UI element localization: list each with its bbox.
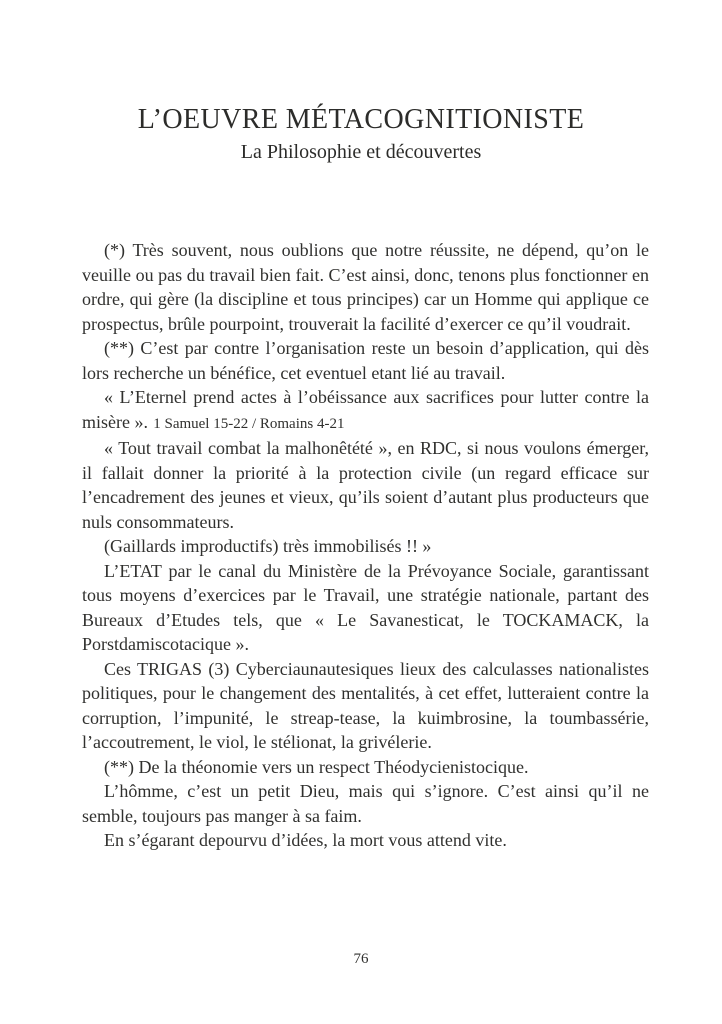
paragraph-6: L’ETAT par le canal du Ministère de la Prévoyance Sociale, garantissant tous moyens d’exercices par le Travail, une stratégie nationale, partant des Bureaux d’Etudes tels, que « Le Savanesticat, le TOCKAMACK, la Porstdamiscotacique ».	[82, 560, 649, 654]
page-header	[0, 104, 722, 164]
page-subtitle: La Philosophie et découvertes	[240, 141, 482, 163]
paragraph-10: En s’égarant depourvu d’idées, la mort vous attend vite.	[104, 830, 507, 850]
paragraph-3	[82, 385, 649, 436]
bible-reference: 1 Samuel 15-22 / Romains 4-21	[153, 415, 345, 432]
paragraph-7: Ces TRIGAS (3) Cyberciaunautesiques lieux des calculasses nationalistes politiques, pour le changement des mentalités, à cet effet, lutteraient contre la corruption, l’impunité, le streap-tease, la kuimbrosine, la toumbassérie, l’accoutrement, le viol, le stélionat, la grivélerie.	[82, 658, 649, 752]
paragraph-5: (Gaillards improductifs) très immobilisés !! »	[104, 536, 432, 556]
paragraph-1: (*) Très souvent, nous oublions que notre réussite, ne dépend, qu’on le veuille ou pas du travail bien fait. C’est ainsi, donc, tenons plus fonctionner en ordre, qui gère (la discipline et tous principes) car un Homme qui applique ce prospectus, brûle pourpoint, trouverait la facilité d’exercer ce qu’il voudrait.	[82, 240, 649, 334]
page-title: L’OEUVRE MÉTACOGNITIONISTE	[137, 104, 585, 135]
paragraph-4: « Tout travail combat la malhonêtété », en RDC, si nous voulons émerger, il fallait donner la priorité à la protection civile (un regard efficace sur l’encadrement des jeunes et vieux, qu’ils soient d’autant plus producteurs que nuls consommateurs.	[82, 438, 649, 532]
page-number: 76	[353, 951, 369, 967]
paragraph-2: (**) C’est par contre l’organisation reste un besoin d’application, qui dès lors recherche un bénéfice, cet eventuel etant lié au travail.	[82, 338, 649, 383]
paragraph-8: (**) De la théonomie vers un respect Théodycienistocique.	[104, 756, 529, 777]
quote-text: « L’Eternel prend actes à l’obéissance aux sacrifices pour lutter contre la misère ».	[82, 387, 649, 432]
body-text	[82, 238, 649, 853]
paragraph-9: L’hômme, c’est un petit Dieu, mais qui s’ignore. C’est ainsi qu’il ne semble, toujours pas manger à sa faim.	[82, 781, 649, 826]
